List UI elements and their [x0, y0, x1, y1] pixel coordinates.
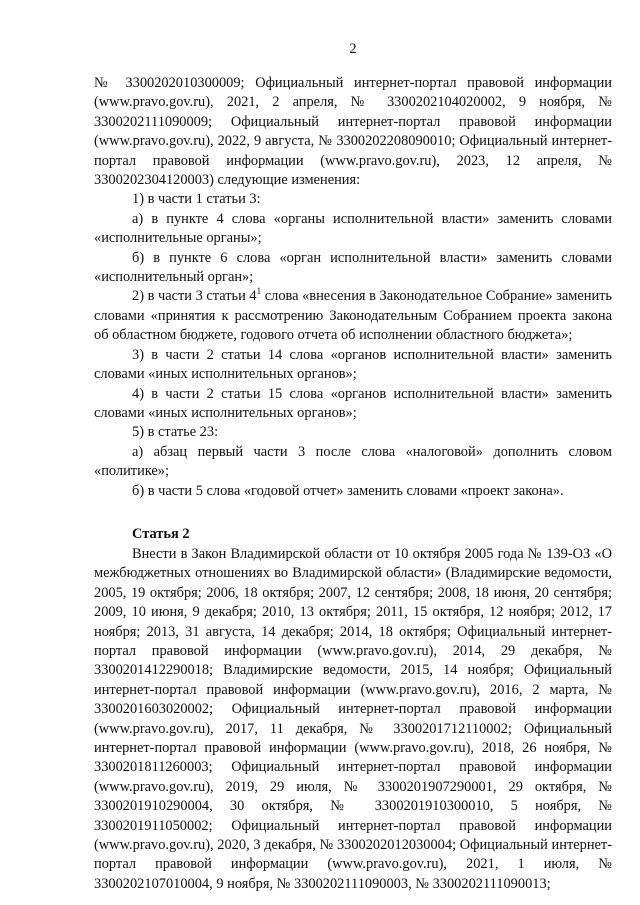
list-item-5b: б) в части 5 слова «годовой отчет» заменить словами «проект закона». [132, 482, 564, 499]
article-2-heading: Статья 2 [132, 525, 190, 542]
list-item-1a: а) в пункте 4 слова «органы исполнительной власти» заменить словами «исполнительные органы»; [94, 210, 612, 247]
list-item-4: 4) в части 2 статьи 15 слова «органов исполнительной власти» заменить словами «иных исполнительных органов»; [94, 385, 612, 421]
list-item-2-start: 2) в части 3 статьи 4 [132, 288, 257, 305]
list-item-1: 1) в части 1 статьи 3: [132, 191, 261, 208]
list-item-2-end: слова «внесения в Законодательное Собрание» заменить словами «принятия к рассмотрению Законодательным Собранием проекта закона об областном бюджете, годового отчета об исполнении областного бюджета»; [94, 288, 612, 344]
page-number: 2 [349, 41, 357, 57]
list-item-3: 3) в части 2 статьи 14 слова «органов исполнительной власти» заменить словами «иных исполнительных органов»; [94, 346, 612, 383]
article-2-text: Внести в Закон Владимирской области от 10 октября 2005 года № 139-ОЗ «О межбюджетных отношениях во Владимирской области» (Владимирские ведомости, 2005, 19 октября; 2006, 18 октября; 2007, 12 сентября; 2008, 18 июня, 20 сентября; 2009, 10 июня, 9 декабря; 2010, 13 октября; 2011, 15 октября, 12 ноября; 2012, 17 ноября; 2013, 31 августа, 14 декабря; 2014, 18 октября; Официальный интернет-портал правовой информации (www.pravo.gov.ru), 2014, 29 декабря, № 3300201412290018; Владимирские ведомости, 2015, 14 ноября; Официальный интернет-портал правовой информации (www.pravo.gov.ru), 2016, 2 марта, № 3300201603020002; Официальный интернет-портал правовой информации (www.pravo.gov.ru), 2017, 11 декабря, № 3300201712110002; Официальный интернет-портал правовой информации (www.pravo.gov.ru), 2018, 26 ноября, № 3300201811260003; Официальный интернет-портал правовой информации (www.pravo.gov.ru), 2019, 29 июля, № 3300201907290001, 29 октября, № 3300201910290004, 30 октября, № 3300201910300010, 5 ноября, № 3300201911050002; Официальный интернет-портал правовой информации (www.pravo.gov.ru), 2020, 3 декабря, № 3300202012030004; Официальный интернет-портал правовой информации (www.pravo.gov.ru), 2021, 1 июля, № 3300202107010004, 9 ноября, № 3300202111090003, № 3300202111090013; [94, 545, 612, 892]
list-item-5a: а) абзац первый части 3 после слова «налоговой» дополнить словом «политике»; [94, 443, 612, 480]
list-item-5: 5) в статье 23: [132, 424, 219, 441]
paragraph-continuation: № 3300202010300009; Официальный интернет-портал правовой информации (www.pravo.gov.ru), 2021, 2 апреля, № 3300202104020002, 9 ноября, № 3300202111090009; Официальный интернет-портал правовой информации (www.pravo.gov.ru), 2022, 9 августа, № 3300202208090010; Официальный интернет-портал правовой информации (www.pravo.gov.ru), 2023, 12 апреля, № 3300202304120003) следующие изменения: [94, 75, 612, 189]
list-item-2 [94, 287, 612, 345]
superscript: 1 [256, 286, 262, 297]
list-item-1b: б) в пункте 6 слова «орган исполнительной власти» заменить словами «исполнительный орган»; [94, 249, 612, 286]
